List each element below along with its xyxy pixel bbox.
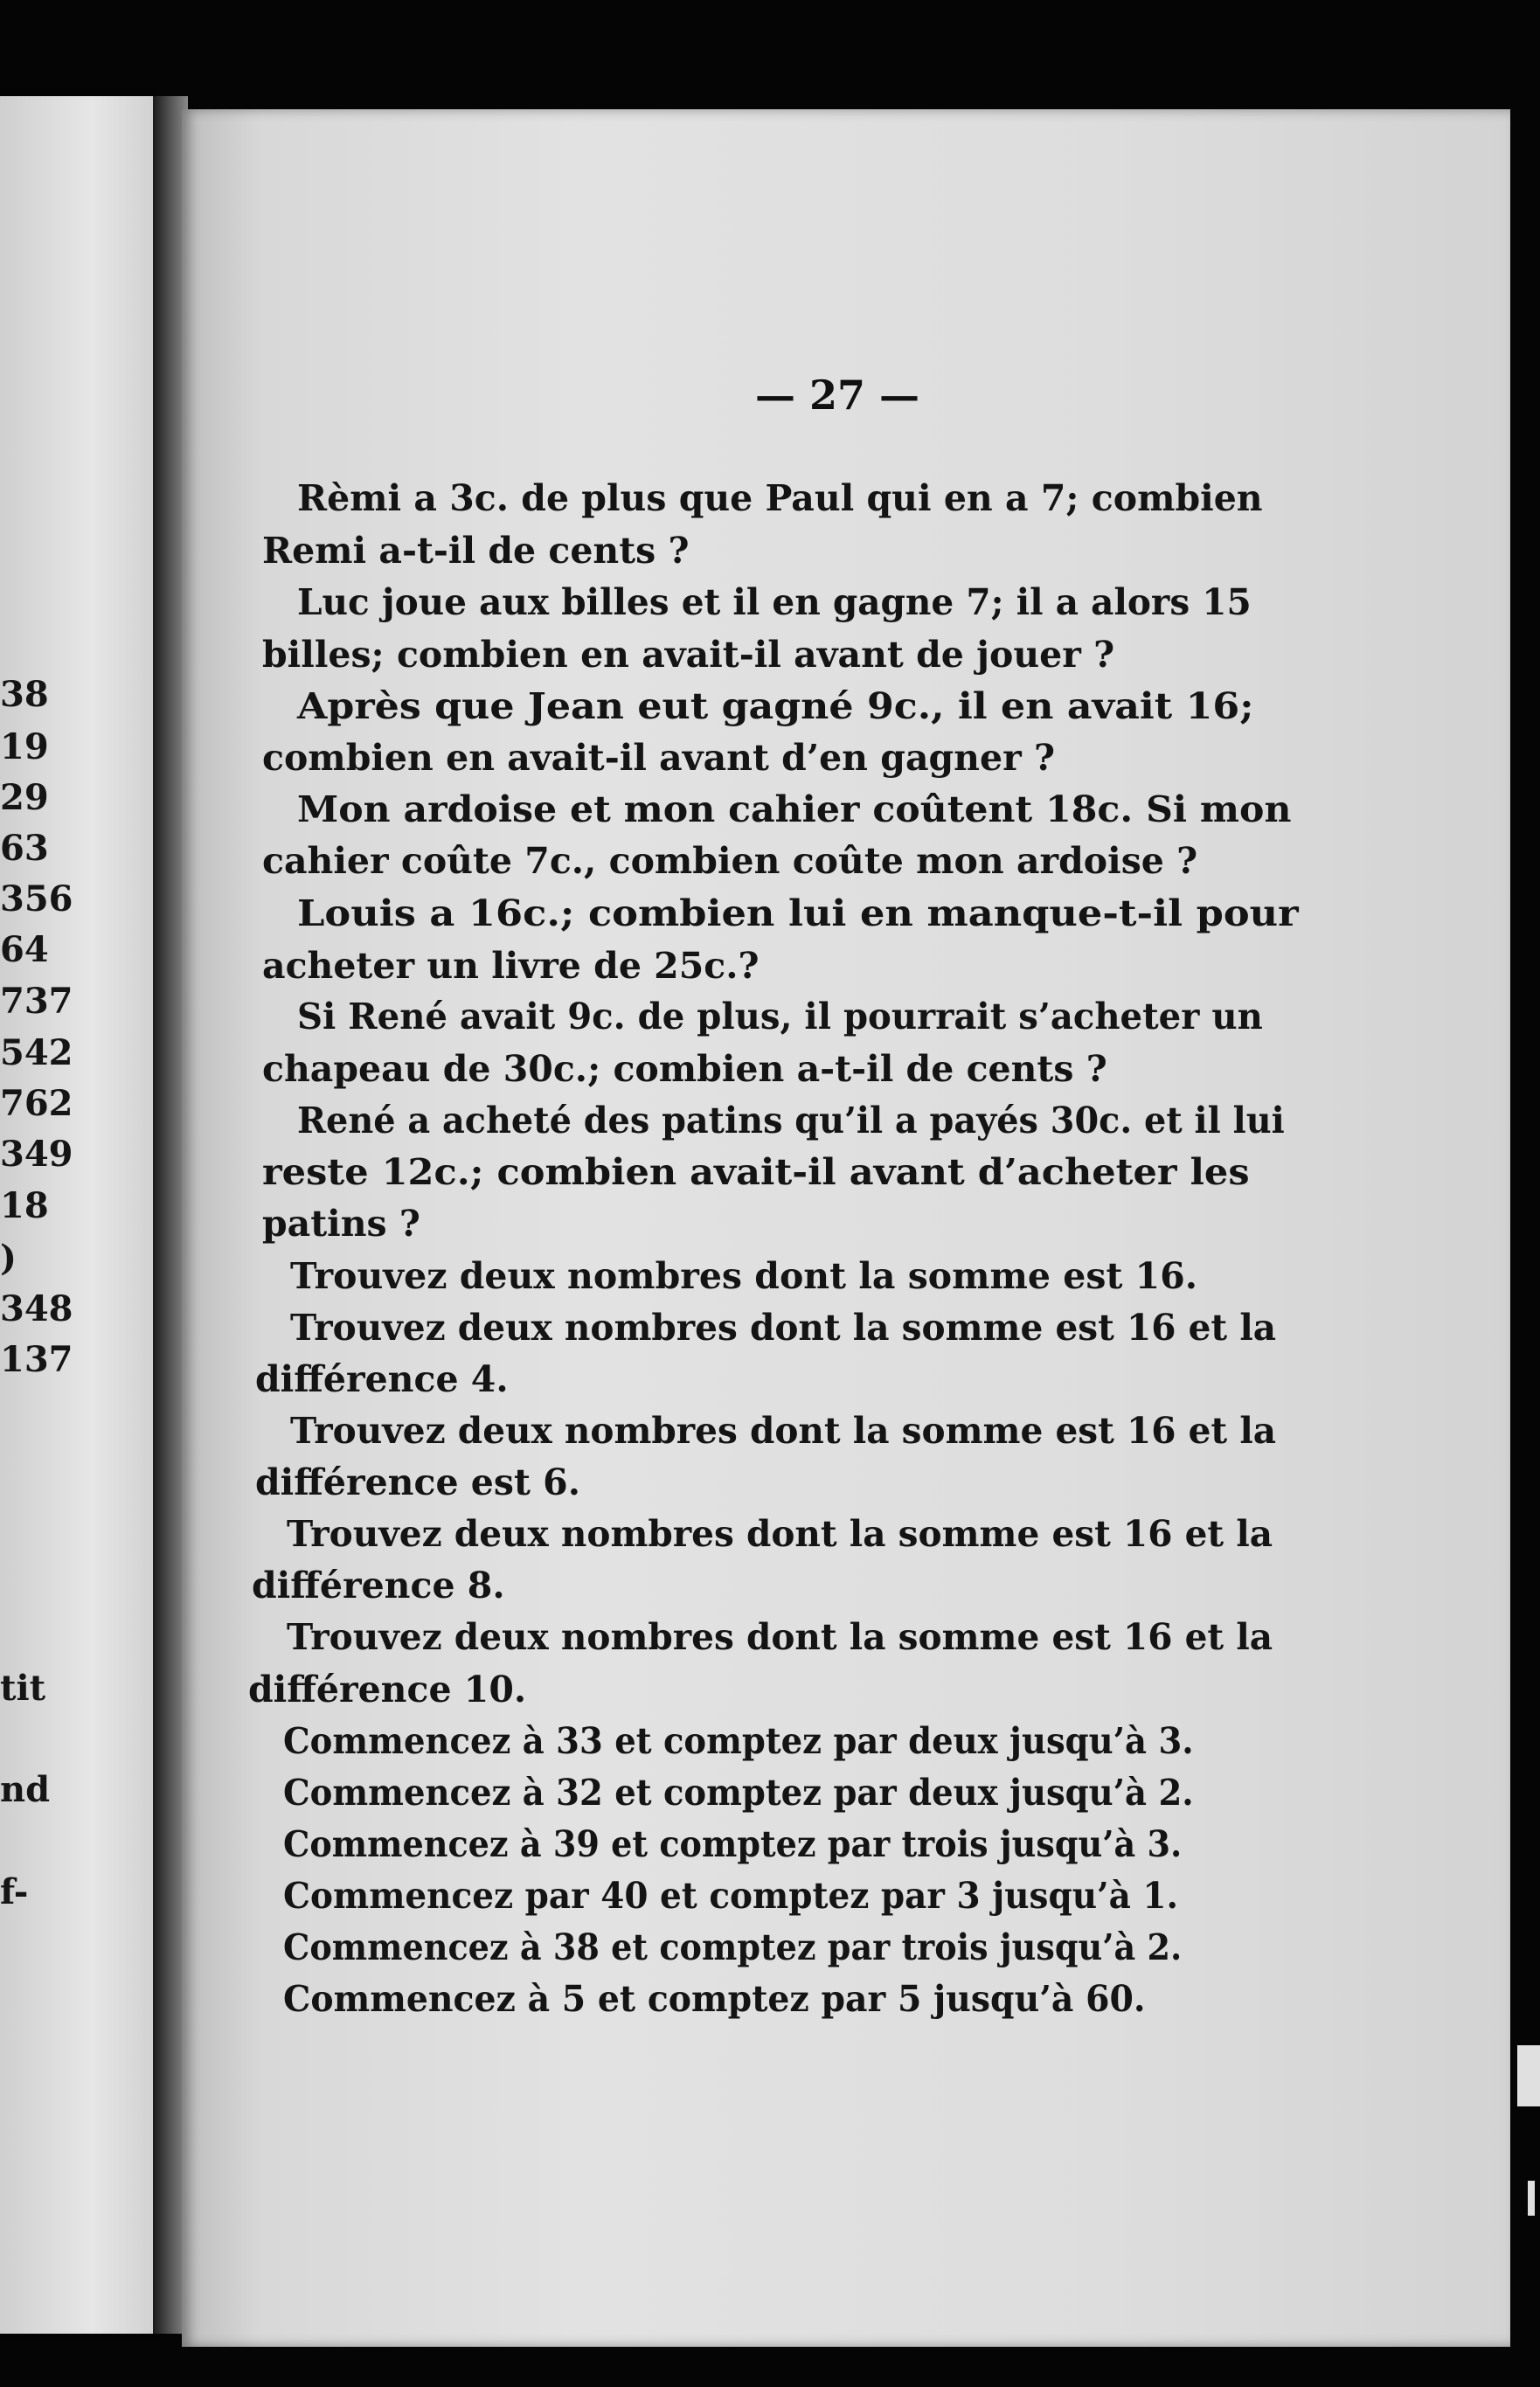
text-line: Trouvez deux nombres dont la somme est 16 et la (290, 1307, 1277, 1349)
text-line: Trouvez deux nombres dont la somme est 16 et la (290, 1410, 1277, 1452)
text-line: Commencez par 40 et comptez par 3 jusqu’à 1. (283, 1875, 1179, 1917)
text-line: Commencez à 32 et comptez par deux jusqu’à 2. (283, 1772, 1194, 1814)
left-page-text: 356 (0, 878, 73, 919)
text-line: différence 4. (255, 1358, 509, 1400)
text-line: Commencez à 39 et comptez par trois jusqu’à 3. (283, 1823, 1183, 1865)
left-page-text: 38 (0, 674, 49, 715)
text-line: Trouvez deux nombres dont la somme est 16 et la (287, 1513, 1273, 1555)
text-line: cahier coûte 7c., combien coûte mon ardoise ? (262, 840, 1198, 882)
text-line: Trouvez deux nombres dont la somme est 16. (290, 1255, 1197, 1297)
left-page-text: 349 (0, 1134, 73, 1175)
text-line: Commencez à 5 et comptez par 5 jusqu’à 60. (283, 1978, 1146, 2020)
text-line: Rèmi a 3c. de plus que Paul qui en a 7; combien (297, 477, 1263, 519)
left-page-text: nd (0, 1769, 51, 1810)
text-line: différence 8. (252, 1565, 505, 1606)
left-page-text: 137 (0, 1339, 73, 1380)
left-page-text: f- (0, 1871, 29, 1912)
text-line: Trouvez deux nombres dont la somme est 16 et la (287, 1616, 1273, 1658)
text-line: Après que Jean eut gagné 9c., il en avait 16; (297, 685, 1254, 727)
text-line: reste 12c.; combien avait-il avant d’acheter les (262, 1151, 1250, 1193)
left-page-text: 19 (0, 726, 49, 767)
text-line: Louis a 16c.; combien lui en manque-t-il pour (297, 892, 1299, 934)
book-page (182, 109, 1510, 2347)
text-line: différence 10. (248, 1669, 527, 1710)
left-page-text: 64 (0, 929, 49, 970)
left-page-text: tit (0, 1668, 46, 1709)
text-line: différence est 6. (255, 1461, 580, 1503)
text-line: Mon ardoise et mon cahier coûtent 18c. Si mon (297, 788, 1292, 830)
text-line: Si René avait 9c. de plus, il pourrait s’acheter un (297, 996, 1263, 1037)
text-line: René a acheté des patins qu’il a payés 30c. et il lui (297, 1100, 1285, 1141)
scan-artifact (1528, 2181, 1535, 2216)
scan-artifacts (1514, 2028, 1540, 2255)
scan-artifact (1517, 2045, 1540, 2106)
left-page-text: 737 (0, 981, 73, 1022)
left-page-text: 762 (0, 1083, 73, 1124)
left-page-fragment (0, 96, 153, 2334)
left-page-text: 29 (0, 777, 49, 818)
text-line: patins ? (262, 1203, 420, 1245)
left-page-text: 63 (0, 828, 49, 869)
text-line: chapeau de 30c.; combien a-t-il de cents ? (262, 1048, 1107, 1090)
text-line: combien en avait-il avant d’en gagner ? (262, 737, 1055, 779)
left-page-text: 542 (0, 1032, 73, 1073)
page-number: — 27 — (754, 371, 920, 419)
left-page-text: 18 (0, 1185, 49, 1226)
text-line: acheter un livre de 25c.? (262, 945, 760, 987)
left-page-text: ) (0, 1238, 17, 1279)
text-line: Commencez à 33 et comptez par deux jusqu’à 3. (283, 1720, 1194, 1762)
left-page-text: 348 (0, 1288, 73, 1329)
text-line: Commencez à 38 et comptez par trois jusqu’à 2. (283, 1926, 1183, 1968)
text-line: Remi a-t-il de cents ? (262, 530, 690, 572)
text-line: billes; combien en avait-il avant de jouer ? (262, 634, 1115, 676)
text-line: Luc joue aux billes et il en gagne 7; il a alors 15 (297, 581, 1252, 623)
